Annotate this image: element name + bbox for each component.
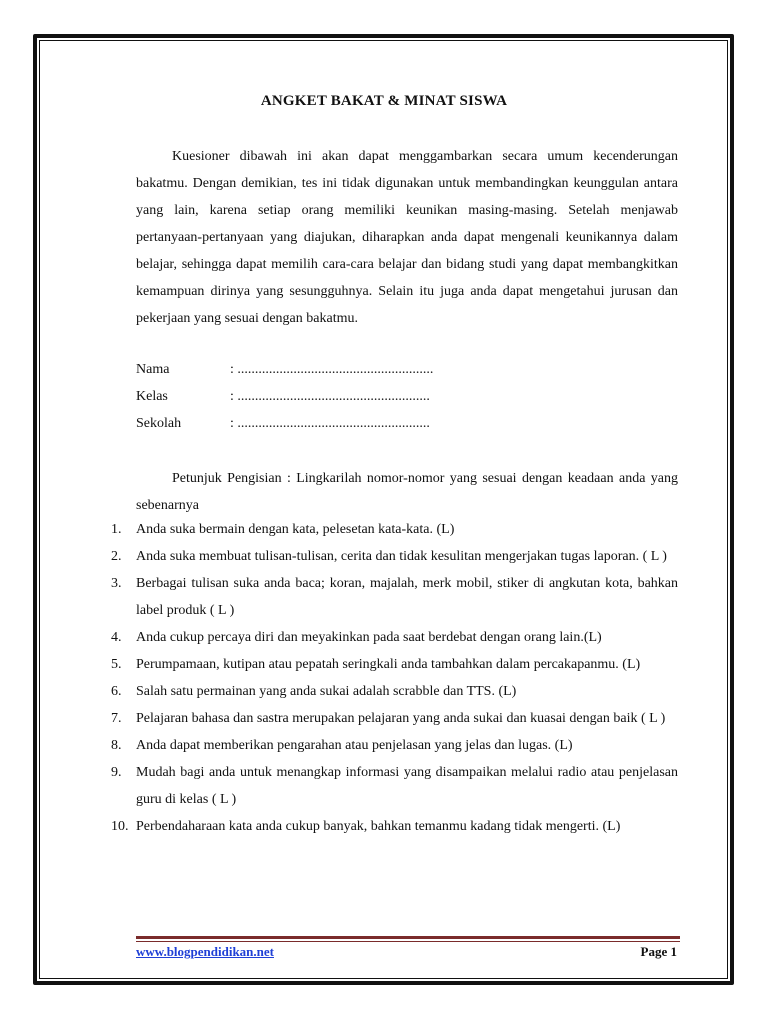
footer-divider-thick	[136, 936, 680, 939]
question-number: 1.	[111, 522, 122, 537]
question-text: Berbagai tulisan suka anda baca; koran, majalah, merk mobil, stiker di angkutan kota, bahkan label produk ( L )	[136, 576, 678, 618]
question-item	[111, 705, 678, 732]
question-number: 2.	[111, 549, 122, 564]
footer-divider-thin	[136, 941, 680, 942]
question-text: Salah satu permainan yang anda sukai adalah scrabble dan TTS. (L)	[136, 684, 517, 699]
question-text: Anda suka bermain dengan kata, pelesetan kata-kata. (L)	[136, 522, 455, 537]
question-text: Mudah bagi anda untuk menangkap informasi yang disampaikan melalui radio atau penjelasan guru di kelas ( L )	[136, 765, 678, 807]
field-blank: : ........................................................	[230, 362, 434, 377]
student-info-fields	[136, 359, 433, 440]
question-text: Anda cukup percaya diri dan meyakinkan pada saat berdebat dengan orang lain.(L)	[136, 630, 602, 645]
footer-website-link[interactable]: www.blogpendidikan.net	[136, 944, 274, 959]
question-text: Anda suka membuat tulisan-tulisan, cerita dan tidak kesulitan mengerjakan tugas laporan. ( L )	[136, 549, 667, 564]
field-nama	[136, 359, 433, 386]
question-number: 7.	[111, 711, 122, 726]
field-sekolah	[136, 413, 433, 440]
field-label: Nama	[136, 362, 170, 377]
question-number: 9.	[111, 765, 122, 780]
question-number: 6.	[111, 684, 122, 699]
question-text: Pelajaran bahasa dan sastra merupakan pelajaran yang anda sukai dan kuasai dengan baik ( L )	[136, 711, 666, 726]
question-item	[111, 732, 678, 759]
question-item	[111, 813, 678, 840]
question-item	[111, 651, 678, 678]
intro-text: Kuesioner dibawah ini akan dapat menggambarkan secara umum kecenderungan bakatmu. Dengan demikian, tes ini tidak digunakan untuk membandingkan keunggulan antara yang lain, karena setiap orang memiliki keunikan masing-masing. Setelah menjawab pertanyaan-pertanyaan yang diajukan, diharapkan anda dapat mengenali keunikannya dalam belajar, sehingga dapat memilih cara-cara belajar dan bidang studi yang dapat membangkitkan kemampuan dirinya yang sesungguhnya. Selain itu juga anda dapat mengetahui jurusan dan pekerjaan yang sesuai dengan bakatmu.	[136, 149, 678, 326]
question-number: 10.	[111, 819, 129, 834]
intro-paragraph	[136, 143, 678, 332]
page-number: Page 1	[640, 944, 677, 959]
question-text: Perbendaharaan kata anda cukup banyak, bahkan temanmu kadang tidak mengerti. (L)	[136, 819, 621, 834]
question-number: 8.	[111, 738, 122, 753]
question-text: Perumpamaan, kutipan atau pepatah seringkali anda tambahkan dalam percakapanmu. (L)	[136, 657, 641, 672]
question-item	[111, 759, 678, 813]
question-number: 4.	[111, 630, 122, 645]
field-label: Sekolah	[136, 416, 182, 431]
question-text: Anda dapat memberikan pengarahan atau penjelasan yang jelas dan lugas. (L)	[136, 738, 573, 753]
question-list	[111, 516, 678, 840]
document-title: ANGKET BAKAT & MINAT SISWA	[260, 93, 508, 109]
question-item	[111, 516, 678, 543]
field-blank: : .......................................................	[230, 416, 430, 431]
question-item	[111, 624, 678, 651]
question-item	[111, 570, 678, 624]
instruction-text: Petunjuk Pengisian : Lingkarilah nomor-nomor yang sesuai dengan keadaan anda yang sebenarnya	[136, 471, 678, 513]
question-number: 3.	[111, 576, 122, 591]
field-kelas	[136, 386, 433, 413]
instruction-paragraph	[136, 465, 678, 519]
field-blank: : .......................................................	[230, 389, 430, 404]
field-label: Kelas	[136, 389, 168, 404]
question-item	[111, 543, 678, 570]
question-number: 5.	[111, 657, 122, 672]
question-item	[111, 678, 678, 705]
